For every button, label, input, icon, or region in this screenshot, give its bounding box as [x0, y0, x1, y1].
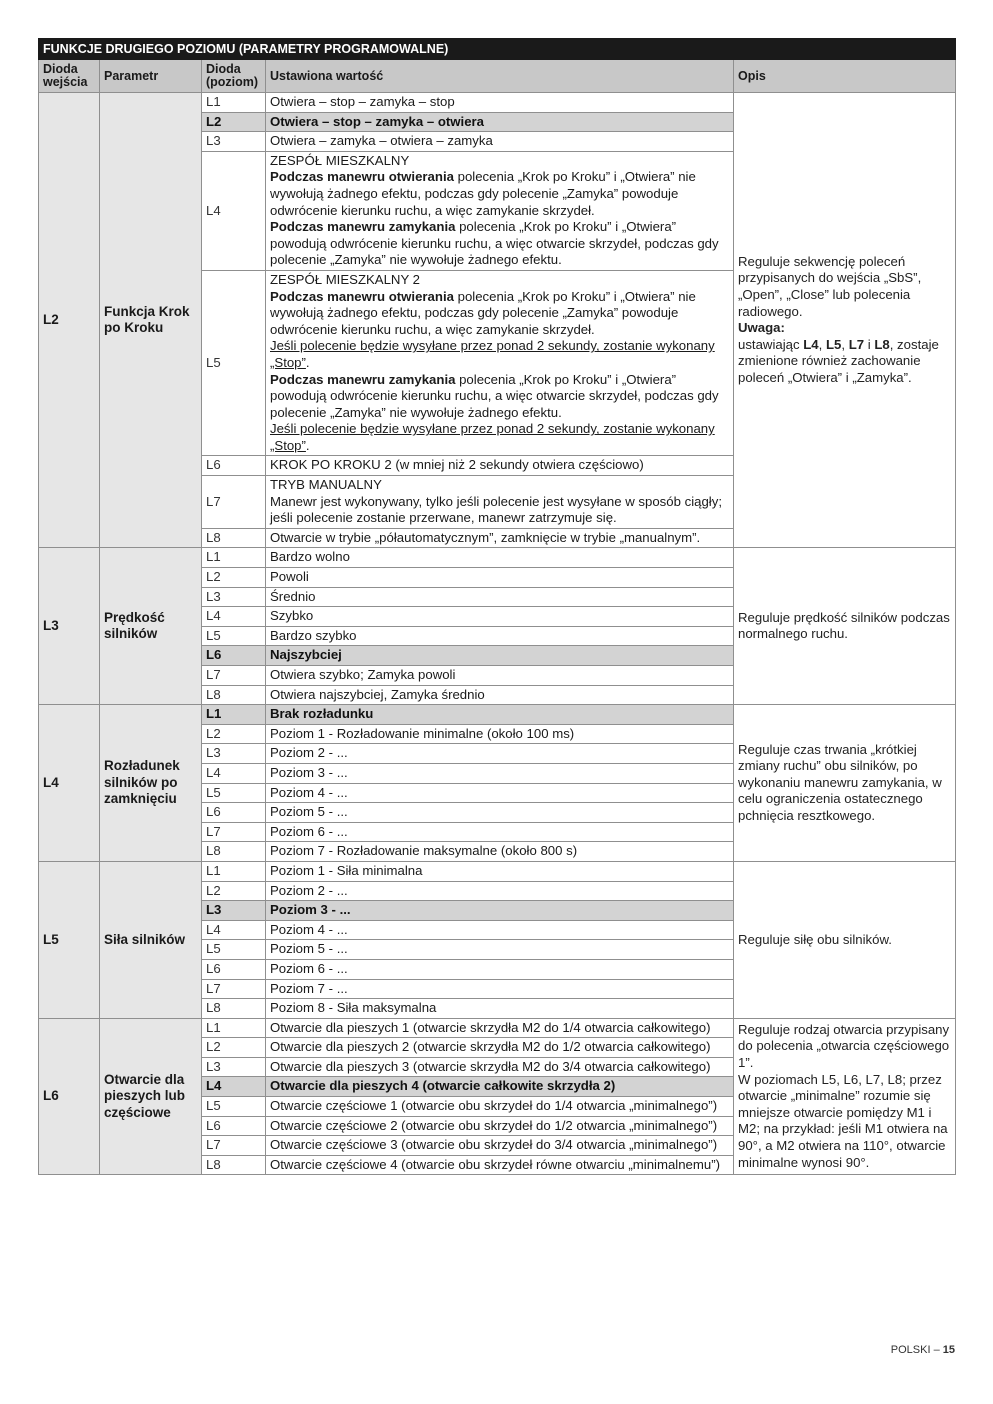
table-row: [39, 705, 956, 725]
level-led-cell: L2: [202, 112, 266, 132]
text-run: Szybko: [270, 608, 314, 624]
text-run: W poziomach L5, L6, L7, L8; przez otwarcie „minimalne” rozumie się mniejsze otwarcie pomiędzy M1 i M2; na przykład: jeśli M1 otwiera na 90°, a M2 otwiera na 110°, otwarcie minimalne wynosi 90°.: [738, 1071, 948, 1170]
value-cell: [266, 1038, 734, 1058]
value-cell: [266, 132, 734, 152]
header-parameter: Parametr: [100, 60, 202, 93]
description-cell: [734, 93, 956, 548]
value-cell: [266, 666, 734, 686]
value-cell: [266, 979, 734, 999]
level-led-cell: L5: [202, 783, 266, 803]
value-cell: [266, 587, 734, 607]
value-cell: [266, 724, 734, 744]
parameter-cell: Funkcja Krok po Kroku: [100, 93, 202, 548]
parameter-cell: Prędkość silników: [100, 548, 202, 705]
table-row: [39, 861, 956, 881]
text-run: Manewr jest wykonywany, tylko jeśli polecenie jest wysyłane w sposób ciągły; jeśli polecenie zostanie przerwane, manewr zatrzymuje się.: [270, 493, 722, 526]
text-run: Poziom 1 - Siła minimalna: [270, 862, 423, 878]
text-run: Poziom 6 - ...: [270, 960, 348, 976]
parameter-cell: Rozładunek silników po zamknięciu: [100, 705, 202, 862]
input-led-cell: L4: [39, 705, 100, 862]
level-led-cell: L7: [202, 822, 266, 842]
value-cell: [266, 646, 734, 666]
level-led-cell: L1: [202, 861, 266, 881]
level-led-cell: L8: [202, 842, 266, 862]
text-run: Otwarcie dla pieszych 1 (otwarcie skrzydła M2 do 1/4 otwarcia całkowitego): [270, 1019, 711, 1035]
value-cell: [266, 626, 734, 646]
value-cell: [266, 528, 734, 548]
bold-text: Uwaga:: [738, 320, 785, 336]
text-run: Otwarcie w trybie „półautomatycznym”, zamknięcie w trybie „manualnym”.: [270, 529, 701, 545]
value-cell: [266, 1057, 734, 1077]
table-row: [39, 93, 956, 113]
text-run: Brak rozładunku: [270, 706, 374, 722]
input-led-cell: L3: [39, 548, 100, 705]
value-cell: [266, 842, 734, 862]
level-led-cell: L2: [202, 881, 266, 901]
level-led-cell: L2: [202, 568, 266, 588]
description-cell: [734, 861, 956, 1018]
value-cell: [266, 744, 734, 764]
bold-text: L4: [803, 336, 819, 352]
level-led-cell: L5: [202, 940, 266, 960]
parameter-cell: Siła silników: [100, 861, 202, 1018]
header-input-led: Dioda wejścia: [39, 60, 100, 93]
value-cell: [266, 959, 734, 979]
level-led-cell: L8: [202, 685, 266, 705]
text-run: Poziom 5 - ...: [270, 804, 348, 820]
description-cell: [734, 1018, 956, 1175]
level-led-cell: L4: [202, 920, 266, 940]
level-led-cell: L8: [202, 528, 266, 548]
value-cell: [266, 763, 734, 783]
value-cell: [266, 861, 734, 881]
header-level-led: Dioda (poziom): [202, 60, 266, 93]
text-run: Otwiera – stop – zamyka – otwiera: [270, 113, 485, 129]
table-body: [39, 93, 956, 1175]
text-run: Reguluje czas trwania „krótkiej zmiany ruchu” obu silników, po wykonaniu manewru zamykania, w celu ograniczenia ostatecznego pchnięcia resztkowego.: [738, 741, 942, 823]
level-led-cell: L1: [202, 548, 266, 568]
text-run: Poziom 7 - Rozładowanie maksymalne (około 800 s): [270, 843, 578, 859]
value-cell: [266, 999, 734, 1019]
value-cell: [266, 881, 734, 901]
text-run: polecenia „Krok po Kroku” i „Otwiera” powodują odwrócenie kierunku ruchu, a więc otwarcie skrzydeł, podczas gdy polecenie „Zamyka” nie wywołuje żadnego efektu.: [270, 219, 719, 268]
value-cell: [266, 456, 734, 476]
level-led-cell: L5: [202, 626, 266, 646]
level-led-cell: L2: [202, 724, 266, 744]
text-run: Otwarcie częściowe 4 (otwarcie obu skrzydeł równe otwarciu „minimalnemu”): [270, 1156, 720, 1172]
text-run: i: [864, 336, 875, 352]
text-run: ,: [841, 336, 849, 352]
bold-text: Podczas manewru zamykania: [270, 219, 456, 235]
bold-text: Podczas manewru zamykania: [270, 371, 456, 387]
value-cell: [266, 1116, 734, 1136]
text-run: .: [305, 437, 310, 453]
text-run: Otwiera – zamyka – otwiera – zamyka: [270, 133, 493, 149]
text-run: .: [305, 354, 310, 370]
level-led-cell: L2: [202, 1038, 266, 1058]
value-cell: [266, 1097, 734, 1117]
level-led-cell: L6: [202, 1116, 266, 1136]
value-cell: [266, 783, 734, 803]
level-led-cell: L3: [202, 132, 266, 152]
value-cell: [266, 1136, 734, 1156]
level-led-cell: L8: [202, 999, 266, 1019]
text-run: ZESPÓŁ MIESZKALNY: [270, 152, 410, 168]
description-cell: [734, 705, 956, 862]
level-led-cell: L5: [202, 1097, 266, 1117]
value-cell: [266, 270, 734, 456]
page-number: 15: [942, 1344, 955, 1356]
table-row: [39, 1018, 956, 1038]
text-run: Otwarcie dla pieszych 4 (otwarcie całkowite skrzydła 2): [270, 1078, 616, 1094]
value-cell: [266, 548, 734, 568]
value-cell: [266, 607, 734, 627]
value-cell: [266, 940, 734, 960]
level-led-cell: L1: [202, 705, 266, 725]
text-run: ustawiając: [738, 336, 804, 352]
text-run: polecenia „Krok po Kroku” i „Otwiera” nie wywołują żadnego efektu, podczas gdy polecenie „Zamyka” powoduje odwrócenie kierunku ruchu, a więc zamykanie skrzydeł.: [270, 169, 696, 218]
value-cell: [266, 705, 734, 725]
text-run: Powoli: [270, 569, 309, 585]
level-led-cell: L6: [202, 646, 266, 666]
value-cell: [266, 1077, 734, 1097]
underlined-text: Jeśli polecenie będzie wysyłane przez ponad 2 sekundy, zostanie wykonany „Stop”: [270, 421, 715, 453]
text-run: Reguluje sekwencję poleceń przypisanych do wejścia „SbS”, „Open”, „Close” lub polecenia radiowego.: [738, 253, 922, 319]
level-led-cell: L4: [202, 1077, 266, 1097]
value-cell: [266, 803, 734, 823]
underlined-text: Jeśli polecenie będzie wysyłane przez ponad 2 sekundy, zostanie wykonany „Stop”: [270, 338, 715, 370]
text-run: Poziom 8 - Siła maksymalna: [270, 1000, 437, 1016]
level-led-cell: L4: [202, 151, 266, 270]
text-run: Reguluje siłę obu silników.: [738, 931, 892, 947]
value-cell: [266, 476, 734, 529]
value-cell: [266, 1018, 734, 1038]
text-run: Poziom 2 - ...: [270, 882, 348, 898]
bold-text: L8: [874, 336, 890, 352]
level-led-cell: L1: [202, 93, 266, 113]
text-run: Otwarcie częściowe 1 (otwarcie obu skrzydeł do 1/4 otwarcia „minimalnego”): [270, 1098, 718, 1114]
level-led-cell: L6: [202, 803, 266, 823]
text-run: Poziom 4 - ...: [270, 921, 348, 937]
text-run: Poziom 2 - ...: [270, 745, 348, 761]
value-cell: [266, 901, 734, 921]
text-run: Poziom 3 - ...: [270, 764, 348, 780]
value-cell: [266, 1155, 734, 1175]
text-run: Otwarcie dla pieszych 3 (otwarcie skrzydła M2 do 3/4 otwarcia całkowitego): [270, 1058, 711, 1074]
header-value: Ustawiona wartość: [266, 60, 734, 93]
text-run: Otwiera – stop – zamyka – stop: [270, 94, 455, 109]
text-run: , zostaje zmienione również zachowanie poleceń „Otwiera” i „Zamyka”.: [738, 336, 939, 385]
text-run: Poziom 7 - ...: [270, 980, 348, 996]
level-led-cell: L1: [202, 1018, 266, 1038]
value-cell: [266, 822, 734, 842]
text-run: Najszybciej: [270, 647, 342, 663]
bold-text: Podczas manewru otwierania: [270, 288, 454, 304]
level-led-cell: L3: [202, 901, 266, 921]
text-run: Bardzo szybko: [270, 627, 357, 643]
level-led-cell: L5: [202, 270, 266, 456]
level-led-cell: L3: [202, 587, 266, 607]
text-run: Otwarcie częściowe 2 (otwarcie obu skrzydeł do 1/2 otwarcia „minimalnego”): [270, 1117, 718, 1133]
header-description: Opis: [734, 60, 956, 93]
value-cell: [266, 93, 734, 113]
level-led-cell: L8: [202, 1155, 266, 1175]
text-run: TRYB MANUALNY: [270, 477, 382, 493]
text-run: Reguluje prędkość silników podczas normalnego ruchu.: [738, 609, 950, 642]
value-cell: [266, 685, 734, 705]
parameter-cell: Otwarcie dla pieszych lub częściowe: [100, 1018, 202, 1175]
text-run: ,: [818, 336, 826, 352]
text-run: KROK PO KROKU 2 (w mniej niż 2 sekundy otwiera częściowo): [270, 457, 644, 473]
text-run: Reguluje rodzaj otwarcia przypisany do polecenia „otwarcia częściowego 1”.: [738, 1021, 950, 1071]
text-run: Otwarcie dla pieszych 2 (otwarcie skrzydła M2 do 1/2 otwarcia całkowitego): [270, 1039, 711, 1055]
table-row: [39, 548, 956, 568]
footer-language: POLSKI –: [890, 1344, 943, 1356]
level-led-cell: L7: [202, 1136, 266, 1156]
level-led-cell: L6: [202, 456, 266, 476]
text-run: Poziom 5 - ...: [270, 941, 348, 957]
level-led-cell: L4: [202, 763, 266, 783]
page-footer: [891, 1344, 955, 1356]
level-led-cell: L7: [202, 666, 266, 686]
value-cell: [266, 568, 734, 588]
text-run: Otwiera szybko; Zamyka powoli: [270, 667, 456, 682]
input-led-cell: L2: [39, 93, 100, 548]
bold-text: Podczas manewru otwierania: [270, 169, 454, 185]
text-run: polecenia „Krok po Kroku” i „Otwiera” powodują odwrócenie kierunku ruchu, a więc otwarcie skrzydeł, podczas gdy polecenie „Zamyka” nie wywołuje żadnego efektu.: [270, 371, 719, 420]
level-led-cell: L3: [202, 1057, 266, 1077]
value-cell: [266, 920, 734, 940]
value-cell: [266, 112, 734, 132]
level-led-cell: L3: [202, 744, 266, 764]
bold-text: L5: [825, 336, 842, 352]
level-led-cell: L7: [202, 476, 266, 529]
level-led-cell: L4: [202, 607, 266, 627]
level-led-cell: L7: [202, 979, 266, 999]
text-run: Otwiera najszybciej, Zamyka średnio: [270, 686, 485, 702]
input-led-cell: L5: [39, 861, 100, 1018]
text-run: Średnio: [270, 588, 316, 604]
value-cell: [266, 151, 734, 270]
text-run: Poziom 6 - ...: [270, 823, 348, 839]
text-run: Poziom 4 - ...: [270, 784, 348, 800]
text-run: polecenia „Krok po Kroku” i „Otwiera” nie wywołują żadnego efektu, podczas gdy polecenie „Zamyka” powoduje odwrócenie kierunku ruchu, a więc zamykanie skrzydeł.: [270, 288, 696, 337]
text-run: Poziom 1 - Rozładowanie minimalne (około 100 ms): [270, 725, 575, 741]
text-run: Otwarcie częściowe 3 (otwarcie obu skrzydeł do 3/4 otwarcia „minimalnego”): [270, 1137, 718, 1153]
description-cell: [734, 548, 956, 705]
text-run: ZESPÓŁ MIESZKALNY 2: [270, 271, 421, 287]
bold-text: L7: [848, 336, 865, 352]
level-led-cell: L6: [202, 959, 266, 979]
text-run: Bardzo wolno: [270, 549, 350, 565]
parameters-table: [38, 38, 956, 1175]
text-run: Poziom 3 - ...: [270, 902, 351, 918]
table-title: FUNKCJE DRUGIEGO POZIOMU (PARAMETRY PROGRAMOWALNE): [39, 39, 956, 60]
input-led-cell: L6: [39, 1018, 100, 1175]
